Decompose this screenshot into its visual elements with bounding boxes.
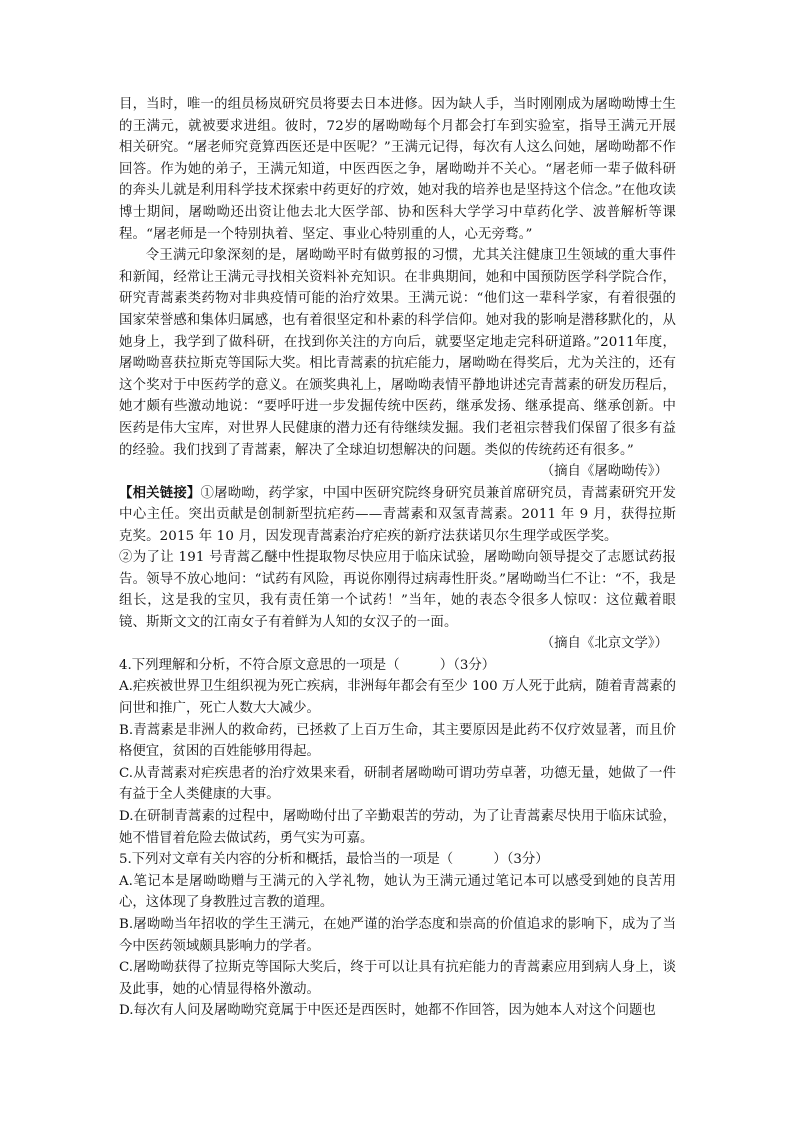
question-5-option-b: B.屠呦呦当年招收的学生王满元，在她严谨的治学态度和崇高的价值追求的影响下，成为了当今中医药领域颇具影响力的学者。 [119, 916, 676, 954]
question-5-option-d: D.每次有人问及屠呦呦究竟属于中医还是西医时，她都不作回答，因为她本人对这个问题也 [119, 1003, 656, 1019]
article-paragraph-1: 目，当时，唯一的组员杨岚研究员将要去日本进修。因为缺人手，当时刚刚成为屠呦呦博士生的王满元，就被要求进组。彼时，72岁的屠呦呦每个月都会打车到实验室，指导王满元开展相关研究。“屠老师究竟算西医还是中医呢？”王满元记得，每次有人这么问她，屠呦呦都不作回答。作为她的弟子，王满元知道，中医西医之争，屠呦呦并不关心。“屠老师一辈子做科研的奔头儿就是利用科学技术探索中药更好的疗效，她对我的培养也是坚持这个信念。”在他攻读博士期间，屠呦呦还出资让他去北大医学部、协和医科大学学习中草药化学、波普解析等课程。“屠老师是一个特别执着、坚定、事业心特别重的人，心无旁骛。” [119, 97, 676, 242]
related-link-2: ②为了让 191 号青蒿乙醚中性提取物尽快应用于临床试验，屠呦呦向领导提交了志愿试药报告。领导不放心地问：“试药有风险，再说你刚得过病毒性肝炎。”屠呦呦当仁不让：“不，我是组长，这是我的宝贝，我有责任第一个试药！”当年，她的表态令很多人惊叹：这位戴着眼镜、斯斯文文的江南女子有着鲜为人知的女汉子的一面。 [119, 550, 676, 630]
question-4-stem: 4.下列理解和分析，不符合原文意思的一项是（ ）（3分） [119, 657, 496, 673]
question-4-option-d: D.在研制青蒿素的过程中，屠呦呦付出了辛勤艰苦的劳动，为了让青蒿素尽快用于临床试验，她不惜冒着危险去做试药，勇气实为可嘉。 [119, 808, 676, 846]
related-link-label: 【相关链接】 [119, 484, 201, 501]
document-page [119, 94, 676, 1022]
question-5-option-c: C.屠呦呦获得了拉斯克等国际大奖后，终于可以让具有抗疟能力的青蒿素应用到病人身上，谈及此事，她的心情显得格外激动。 [119, 960, 676, 997]
question-5-option-a: A.笔记本是屠呦呦赠与王满元的入学礼物，她认为王满元通过笔记本可以感受到她的良苦用心，这体现了身教胜过言教的道理。 [119, 873, 676, 911]
question-4-option-c: C.从青蒿素对疟疾患者的治疗效果来看，研制者屠呦呦可谓功劳卓著，功德无量，她做了一件有益于全人类健康的大事。 [119, 765, 676, 803]
question-5-stem: 5.下列对文章有关内容的分析和概括，最恰当的一项是（ ）（3分） [119, 852, 549, 868]
source-citation-2: （摘自《北京文学》） [540, 636, 668, 652]
question-4-option-a: A.疟疾被世界卫生组织视为死亡疾病，非洲每年都会有至少 100 万人死于此病，随着青蒿素的问世和推广，死亡人数大大减少。 [119, 679, 676, 716]
question-4-option-b: B.青蒿素是非洲人的救命药，已拯救了上百万生命，其主要原因是此药不仅疗效显著，而且价格便宜，贫困的百姓能够用得起。 [119, 722, 676, 760]
related-link-1-text: ①屠呦呦，药学家，中国中医研究院终身研究员兼首席研究员，青蒿素研究开发中心主任。突出贡献是创制新型抗疟药——青蒿素和双氢青蒿素。2011 年 9 月，获得拉斯克奖。2015 年 10 月，因发现青蒿素治疗疟疾的新疗法获诺贝尔生理学或医学奖。 [119, 485, 677, 544]
source-citation-1: （摘自《屠呦呦传》） [540, 464, 668, 480]
related-link-1 [119, 483, 676, 548]
article-paragraph-2: 令王满元印象深刻的是，屠呦呦平时有做剪报的习惯，尤其关注健康卫生领域的重大事件和新闻，经常让王满元寻找相关资料补充知识。在非典期间，她和中国预防医学科学院合作，研究青蒿素类药物对非典疫情可能的治疗效果。王满元说：“他们这一辈科学家，有着很强的国家荣誉感和集体归属感，也有着很坚定和朴素的科学信仰。她对我的影响是潜移默化的，从她身上，我学到了做科研，在找到你关注的方向后，就要坚定地走完科研道路。”2011年度，屠呦呦喜获拉斯克等国际大奖。相比青蒿素的抗疟能力，屠呦呦在得奖后，尤为关注的，还有这个奖对于中医药学的意义。在颁奖典礼上，屠呦呦表情平静地讲述完青蒿素的研发历程后，她才颇有些激动地说：“要呼吁进一步发掘传统中医药，继承发扬、继承提高、继承创新。中医药是伟大宝库，对世界人民健康的潜力还有待继续发掘。我们老祖宗替我们保留了很多有益的经验。我们找到了青蒿素，解决了全球迫切想解决的问题。类似的传统药还有很多。” [119, 248, 676, 458]
